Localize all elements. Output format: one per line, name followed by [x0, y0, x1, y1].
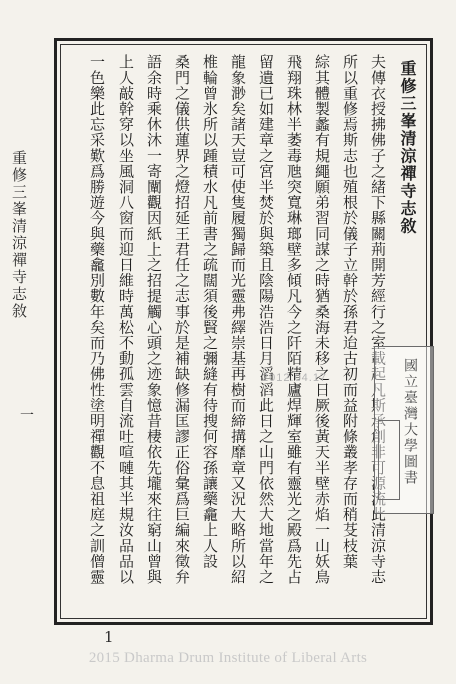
library-seal-inner-box: [378, 420, 400, 500]
library-seal-text: 國立臺灣大學圖書: [402, 358, 418, 486]
text-column-1: 夫傳衣授拂佛子之緒下縣關荊開芳經行之室載起凡斯承創非可源流此清涼寺志: [369, 54, 387, 585]
text-column-2: 所以重修焉斯志也殖根於儀子立幹於孫君迨古初而益附條叢孝存而稍芟枝葉: [341, 54, 359, 569]
text-column-3: 綜其體製蠡有規繩願弟習同謀之時猶桑海未移之日厥後黃天半壁赤焰一山妖鳥: [313, 54, 331, 585]
watermark: 2015 Dharma Drum Institute of Liberal Arts: [88, 650, 368, 666]
text-column-11: 一色樂此忘采歎爲勝遊今與藥龕別數年矣而乃佛性塗明禪觀不息祖庭之訓僧靈: [88, 54, 106, 585]
text-column-4: 飛翔珠林半萎毒虺突寬琳瑯壁多傾凡今之阡陌精廬焊輝室雖有靈光之殿爲先占: [285, 54, 303, 585]
text-column-9: 語余時乘休沐一寄闡觀因紙上之招提觸心頭之迹象憶昔棲依先壠來往窮山曾與: [145, 54, 163, 585]
preface-title: 重修三峯清涼禪寺志敘: [398, 60, 417, 235]
text-column-10: 上人敲幹穿以坐風洞八窗而迎日維時萬松不動孤雲自流吐喧嗹其半規汝品品以: [117, 54, 135, 585]
page-number: 1: [104, 628, 114, 646]
date-stamp: 2012.04.17: [262, 372, 328, 384]
text-column-7: 椎輪曾氷所以踵積水凡前書之疏闊須後賢之彌縫有待搜何容孫讓藥龕上人設: [201, 54, 219, 569]
text-column-6: 龍象渺矣諸天豈可使隻履獨歸而光靈弗繹崇基再樹而締搆靡章又況大略所以紹: [229, 54, 247, 585]
margin-leaf-number: 一: [20, 408, 34, 424]
text-column-8: 桑門之儀供蓮界之燈招延王君任之志事於是補缺修漏匡謬正俗彙爲巨編來徵弁: [173, 54, 191, 585]
text-column-5: 留遺已如建章之宮半焚於與築且陰陽浩浩日月滔滔此日之山門依然大地當年之: [257, 54, 275, 585]
margin-title: 重修三峯清涼禪寺志敘: [10, 150, 28, 320]
